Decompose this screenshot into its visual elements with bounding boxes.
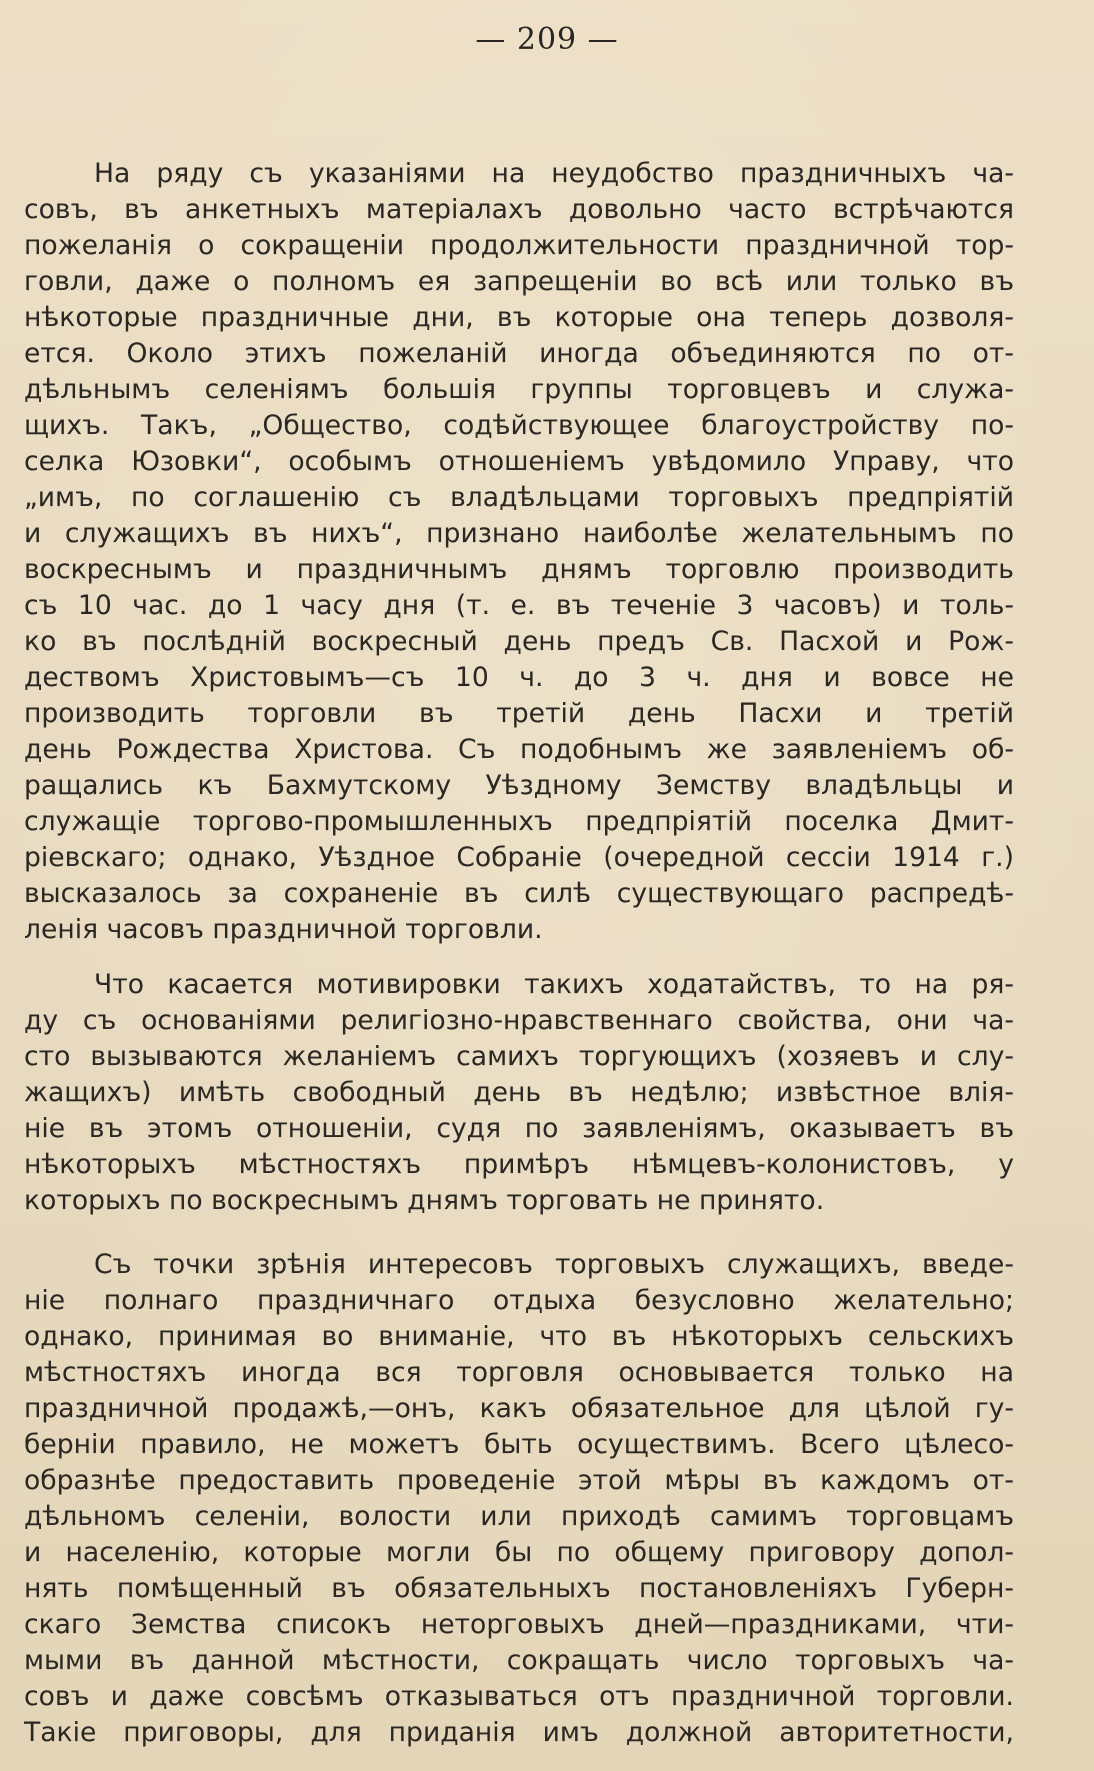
text-line: однако, принимая во вниманіе, что въ нѣкоторыхъ сельскихъ (24, 1321, 1014, 1352)
text-line: ется. Около этихъ пожеланій иногда объединяются по от- (24, 338, 1014, 369)
text-line: нѣкоторые праздничные дни, въ которые она теперь дозволя- (24, 302, 1014, 333)
text-line: и служащихъ въ нихъ“, признано наиболѣе желательнымъ по (24, 518, 1014, 549)
text-line: скаго Земства списокъ неторговыхъ дней—праздниками, чти- (24, 1609, 1014, 1640)
text-line: служащіе торгово-промышленныхъ предпріятій поселка Дмит- (24, 806, 1014, 837)
text-line: праздничной продажѣ,—онъ, какъ обязательное для цѣлой гу- (24, 1393, 1014, 1424)
text-line: На ряду съ указаніями на неудобство праздничныхъ ча- (94, 158, 1014, 189)
text-line: совъ и даже совсѣмъ отказываться отъ праздничной торговли. (24, 1681, 1014, 1712)
text-line: производить торговли въ третій день Пасхи и третій (24, 698, 1014, 729)
text-line: ленія часовъ праздничной торговли. (24, 914, 543, 945)
text-line: Что касается мотивировки такихъ ходатайствъ, то на ря- (94, 969, 1014, 1000)
text-line: ко въ послѣдній воскресный день предъ Св. Пасхой и Рож- (24, 626, 1014, 657)
text-line: съ 10 час. до 1 часу дня (т. е. въ теченіе 3 часовъ) и толь- (24, 590, 1014, 621)
text-line: ріевскаго; однако, Уѣздное Собраніе (очередной сессіи 1914 г.) (24, 842, 1014, 873)
text-line: ращались къ Бахмутскому Уѣздному Земству владѣльцы и (24, 770, 1014, 801)
text-line: день Рождества Христова. Съ подобнымъ же заявленіемъ об- (24, 734, 1014, 765)
text-line: дѣльномъ селеніи, волости или приходѣ самимъ торговцамъ (24, 1501, 1014, 1532)
text-line: берніи правило, не можетъ быть осуществимъ. Всего цѣлесо- (24, 1429, 1014, 1460)
text-line: совъ, въ анкетныхъ матеріалахъ довольно часто встрѣчаются (24, 194, 1014, 225)
text-line: высказалось за сохраненіе въ силѣ существующаго распредѣ- (24, 878, 1014, 909)
text-line: жащихъ) имѣть свободный день въ недѣлю; извѣстное влія- (24, 1077, 1014, 1108)
text-line: сто вызываются желаніемъ самихъ торгующихъ (хозяевъ и слу- (24, 1041, 1014, 1072)
text-line: ніе полнаго праздничнаго отдыха безусловно желательно; (24, 1285, 1014, 1316)
text-line: Такіе приговоры, для приданія имъ должной авторитетности, (24, 1717, 1014, 1748)
text-line: мыми въ данной мѣстности, сокращать число торговыхъ ча- (24, 1645, 1014, 1676)
paragraph-gap (24, 1219, 1014, 1247)
text-line: дѣльнымъ селеніямъ большія группы торговцевъ и служа- (24, 374, 1014, 405)
text-line: воскреснымъ и праздничнымъ днямъ торговлю производить (24, 554, 1014, 585)
text-line: селка Юзовки“, особымъ отношеніемъ увѣдомило Управу, что (24, 446, 1014, 477)
text-line: „имъ, по соглашенію съ владѣльцами торговыхъ предпріятій (24, 482, 1014, 513)
text-line: щихъ. Такъ, „Общество, содѣйствующее благоустройству по- (24, 410, 1014, 441)
page-number: — 209 — (475, 22, 619, 57)
text-line: и населенію, которые могли бы по общему приговору допол- (24, 1537, 1014, 1568)
text-line: которыхъ по воскреснымъ днямъ торговать не принято. (24, 1185, 825, 1216)
text-line: Съ точки зрѣнія интересовъ торговыхъ служащихъ, введе- (94, 1249, 1014, 1280)
text-line: ду съ основаніями религіозно-нравственнаго свойства, они ча- (24, 1005, 1014, 1036)
body-text (24, 156, 1014, 1751)
text-line: ніе въ этомъ отношеніи, судя по заявленіямъ, оказываетъ въ (24, 1113, 1014, 1144)
paragraph-gap (24, 948, 1014, 967)
text-line: дествомъ Христовымъ—съ 10 ч. до 3 ч. дня и вовсе не (24, 662, 1014, 693)
text-line: мѣстностяхъ иногда вся торговля основывается только на (24, 1357, 1014, 1388)
text-line: нять помѣщенный въ обязательныхъ постановленіяхъ Губерн- (24, 1573, 1014, 1604)
text-line: говли, даже о полномъ ея запрещеніи во всѣ или только въ (24, 266, 1014, 297)
text-line: образнѣе предоставить проведеніе этой мѣры въ каждомъ от- (24, 1465, 1014, 1496)
text-line: нѣкоторыхъ мѣстностяхъ примѣръ нѣмцевъ-колонистовъ, у (24, 1149, 1014, 1180)
text-line: пожеланія о сокращеніи продолжительности праздничной тор- (24, 230, 1014, 261)
